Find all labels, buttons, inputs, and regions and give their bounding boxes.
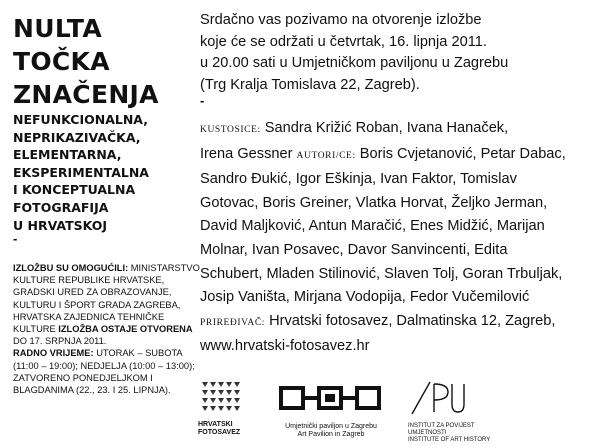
curators-label: KUSTOSICE: [200,125,261,135]
credits-line [200,143,605,169]
subtitle-line: I KONCEPTUALNA [13,182,136,198]
ipu-emblem-icon [408,378,468,418]
separator-dash: - [200,93,205,109]
subtitle-line: U HRVATSKOJ [13,217,108,233]
logo-caption-line: Art Pavilion in Zagreb [297,431,365,438]
fotosavez-caption [198,421,246,437]
invite-line: (Trg Kralja Tomislava 22, Zagreb). [200,76,420,93]
subtitle-line: EKSPERIMENTALNA [13,164,149,180]
logo-caption-line: INSTITUTE OF ART HISTORY [408,437,491,443]
authors-line: Sandro Đukić, Igor Eškinja, Ivan Faktor, Tomislav [200,171,517,188]
ipu-caption [408,423,503,444]
logo-caption-line: INSTITUT ZA POVIJEST UMJETNOSTI [408,423,475,436]
authors-line: Schubert, Mladen Stilinović, Slaven Tolj, Goran Trbuljak, [200,265,563,282]
title-line: NULTA [13,14,102,43]
art-pavilion-caption [275,423,387,439]
invite-line: Srdačno vas pozivamo na otvorenje izložbe [200,12,482,28]
enabled-by-label: IZLOŽBU SU OMOGUĆILI: [13,263,129,273]
curators-names: Sandra Križić Roban, Ivana Hanaček, [264,120,509,136]
credits-line [200,310,605,336]
logo-caption-line: FOTOSAVEZ [198,429,241,436]
authors-names: Boris Cvjetanović, Petar Dabac, [359,145,566,162]
authors-line: Molnar, Ivan Posavec, Davor Sanvincenti, Edita [200,241,508,258]
open-until-text: DO 17. SRPNJA 2011. [13,336,107,347]
subtitle-line: FOTOGRAFIJA [13,199,109,215]
logo-caption-line: HRVATSKI [198,421,233,428]
working-hours-text: UTORAK – SUBOTA (11:00 – 19:00); NEDJELJA (10:00 – 13:00); ZATVORENO PONEDJELJKOM I BLAGDANIMA (22., 23. I 25. LIPNJA). [13,348,195,396]
fotosavez-logo [198,378,246,434]
art-pavilion-logo [275,378,387,440]
authors-line: David Maljković, Antun Maračić, Enes Midžić, Marijan [200,218,545,235]
authors-line: Josip Vaništa, Mirjana Vodopija, Fedor Vučemilović [200,289,530,306]
title-line: TOČKA [13,47,110,76]
organizer-label: PRIREĐIVAČ: [200,317,266,328]
logo-caption-line: Umjetnički paviljon u Zagrebu [285,423,377,430]
website-link[interactable]: www.hrvatski-fotosavez.hr [200,338,370,355]
subtitle-line: NEPRIKAZIVAČKA, [13,129,141,145]
invite-line: koje će se održati u četvrtak, 16. lipnja 2011. [200,33,487,50]
sidebar-info [13,262,201,396]
authors-label: AUTORI/CE: [296,150,356,161]
art-pavilion-emblem-icon [275,378,387,418]
invite-line: u 20.00 sati u Umjetničkom paviljonu u Zagrebu [200,55,509,72]
invitation-text [200,10,605,109]
working-hours-label: RADNO VRIJEME: [13,348,94,359]
exhibition-subtitle [13,111,203,247]
art-history-institute-logo [408,378,503,443]
credits-block [200,117,605,359]
exhibition-title [13,12,203,111]
subtitle-line: ELEMENTARNA, [13,147,122,163]
authors-line: Gotovac, Boris Greiner, Vlatka Horvat, Željko Jerman, [200,194,548,211]
fotosavez-emblem-icon [198,378,246,416]
curators-names: Irena Gessner [200,145,293,162]
credits-line [200,117,605,143]
title-line: ZNAČENJA [13,80,159,109]
separator-dash: - [13,231,18,247]
subtitle-line: NEFUNKCIONALNA, [13,112,148,127]
open-until-label: IZLOŽBA OSTAJE OTVORENA [58,324,193,335]
organizer-text: Hrvatski fotosavez, Dalmatinska 12, Zagreb, [269,312,556,329]
enabled-by-text: MINISTARSTVO KULTURE REPUBLIKE HRVATSKE, GRADSKI URED ZA OBRAZOVANJE, KULTURU I ŠPORT GRADA ZAGREBA, HRVATSKA ZAJEDNICA TEHNIČKE KULTURE [13,263,200,335]
